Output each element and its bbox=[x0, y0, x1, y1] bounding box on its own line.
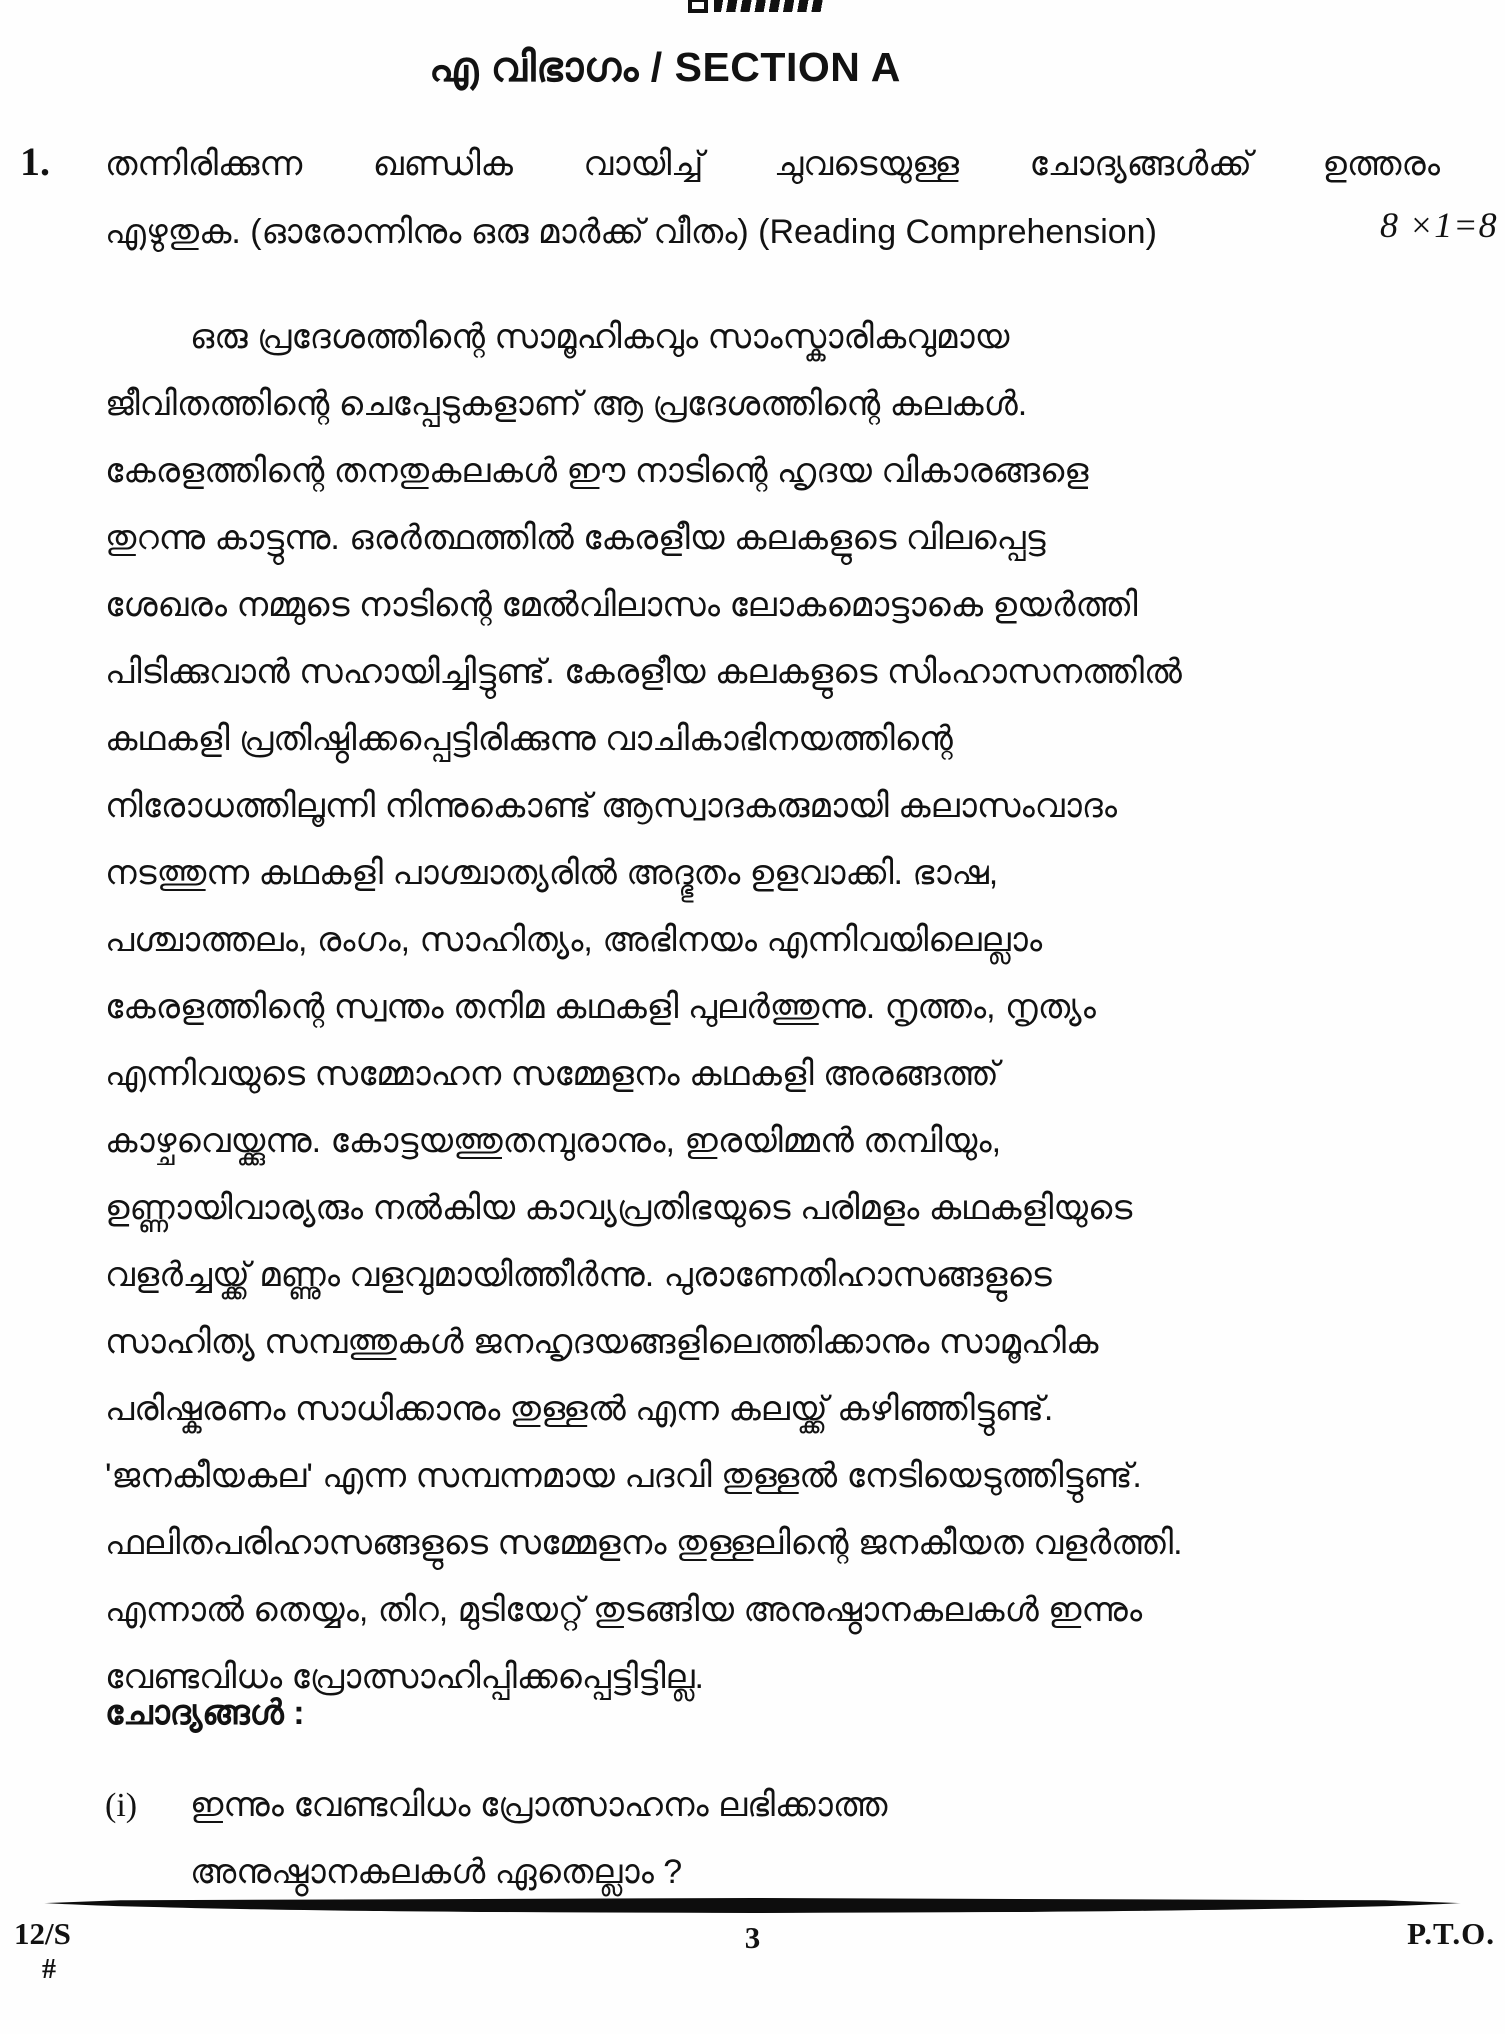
questions-section-label: ചോദ്യങ്ങൾ : bbox=[105, 1694, 305, 1732]
passage-line: ഉണ്ണായിവാര്യരും നൽകിയ കാവ്യപ്രതിഭയുടെ പരിമളം കഥകളിയുടെ bbox=[105, 1189, 1133, 1227]
passage-line: തുറന്നു കാട്ടുന്നു. ഒരർത്ഥത്തിൽ കേരളീയ കലകളുടെ വിലപ്പെട്ട bbox=[105, 519, 1046, 557]
reading-passage bbox=[105, 304, 1460, 1711]
passage-line: കേരളത്തിന്റെ സ്വന്തം തനിമ കഥകളി പുലർത്തുന്നു. നൃത്തം, നൃത്യം bbox=[105, 988, 1096, 1026]
passage-line: വളർച്ചയ്ക്ക് മണ്ണും വളവുമായിത്തീർന്നു. പുരാണേതിഹാസങ്ങളുടെ bbox=[105, 1256, 1052, 1294]
passage-line: ഫലിതപരിഹാസങ്ങളുടെ സമ്മേളനം തുള്ളലിന്റെ ജനകീയത വളർത്തി. bbox=[105, 1524, 1183, 1562]
scan-artifact-squiggle bbox=[714, 0, 824, 12]
passage-line: എന്നിവയുടെ സമ്മോഹന സമ്മേളനം കഥകളി അരങ്ങത്ത് bbox=[105, 1055, 999, 1093]
passage-line: കഥകളി പ്രതിഷ്ഠിക്കപ്പെട്ടിരിക്കുന്നു വാചികാഭിനയത്തിന്റെ bbox=[105, 720, 953, 758]
sub-question-i-label: (i) bbox=[105, 1787, 138, 1824]
passage-line: പശ്ചാത്തലം, രംഗം, സാഹിത്യം, അഭിനയം എന്നിവയിലെല്ലാം bbox=[105, 921, 1043, 959]
marks-allocation: 8 ×1=8 bbox=[1380, 205, 1498, 245]
scan-artifact-box bbox=[688, 0, 708, 13]
sub-question-i-line-2: അനുഷ്ഠാനകലകൾ ഏതെല്ലാം ? bbox=[190, 1853, 683, 1891]
footer-paper-code: 12/S bbox=[14, 1916, 71, 1951]
passage-line: കേരളത്തിന്റെ തനതുകലകൾ ഈ നാടിന്റെ ഹൃദയ വികാരങ്ങളെ bbox=[105, 452, 1089, 490]
scan-artifact bbox=[688, 0, 838, 15]
passage-line: എന്നാൽ തെയ്യം, തിറ, മുടിയേറ്റ് തുടങ്ങിയ അനുഷ്ഠാനകലകൾ ഇന്നും bbox=[105, 1591, 1143, 1629]
footer-divider-rule bbox=[0, 1898, 1505, 1913]
section-heading: എ വിഭാഗം / SECTION A bbox=[429, 44, 901, 90]
question-prompt-line-1: തന്നിരിക്കുന്ന ഖണ്ഡിക വായിച്ച് ചുവടെയുള്ള ചോദ്യങ്ങൾക്ക് ഉത്തരം bbox=[105, 145, 1440, 183]
question-number: 1. bbox=[20, 139, 50, 184]
sub-question-i-line-1: ഇന്നും വേണ്ടവിധം പ്രോത്സാഹനം ലഭിക്കാത്ത bbox=[190, 1786, 888, 1824]
footer-hash-mark: # bbox=[42, 1954, 56, 1985]
passage-line: നിരോധത്തിലൂന്നി നിന്നുകൊണ്ട് ആസ്വാദകരുമായി കലാസംവാദം bbox=[105, 787, 1118, 825]
footer-page-number: 3 bbox=[744, 1920, 761, 1955]
passage-line: വേണ്ടവിധം പ്രോത്സാഹിപ്പിക്കപ്പെട്ടിട്ടില്ല. bbox=[105, 1658, 704, 1696]
passage-line: ഒരു പ്രദേശത്തിന്റെ സാമൂഹികവും സാംസ്കാരികവുമായ bbox=[190, 318, 1010, 356]
footer-pto-label: P.T.O. bbox=[1407, 1916, 1495, 1951]
passage-line: 'ജനകീയകല' എന്ന സമ്പന്നമായ പദവി തുള്ളൽ നേടിയെടുത്തിട്ടുണ്ട്. bbox=[105, 1457, 1142, 1495]
passage-line: പിടിക്കുവാൻ സഹായിച്ചിട്ടുണ്ട്. കേരളീയ കലകളുടെ സിംഹാസനത്തിൽ bbox=[105, 653, 1182, 691]
passage-line: ശേഖരം നമ്മുടെ നാടിന്റെ മേൽവിലാസം ലോകമൊട്ടാകെ ഉയർത്തി bbox=[105, 586, 1138, 624]
passage-line: നടത്തുന്ന കഥകളി പാശ്ചാത്യരിൽ അദ്ഭുതം ഉളവാക്കി. ഭാഷ, bbox=[105, 854, 999, 892]
passage-line: സാഹിത്യ സമ്പത്തുകൾ ജനഹൃദയങ്ങളിലെത്തിക്കാനും സാമൂഹിക bbox=[105, 1323, 1099, 1361]
passage-line: കാഴ്ചവെയ്ക്കുന്നു. കോട്ടയത്തുതമ്പുരാനും, ഇരയിമ്മൻ തമ്പിയും, bbox=[105, 1122, 1002, 1160]
sub-question-i bbox=[105, 1772, 1405, 1906]
question-prompt-line-2: എഴുതുക. (ഓരോന്നിനും ഒരു മാർക്ക് വീതം) (Reading Comprehension) bbox=[105, 213, 1157, 251]
question-prompt bbox=[105, 130, 1440, 266]
passage-line: ജീവിതത്തിന്റെ ചെപ്പേടുകളാണ് ആ പ്രദേശത്തിന്റെ കലകൾ. bbox=[105, 385, 1028, 423]
passage-line: പരിഷ്കരണം സാധിക്കാനും തുള്ളൽ എന്ന കലയ്ക്ക് കഴിഞ്ഞിട്ടുണ്ട്. bbox=[105, 1390, 1054, 1428]
